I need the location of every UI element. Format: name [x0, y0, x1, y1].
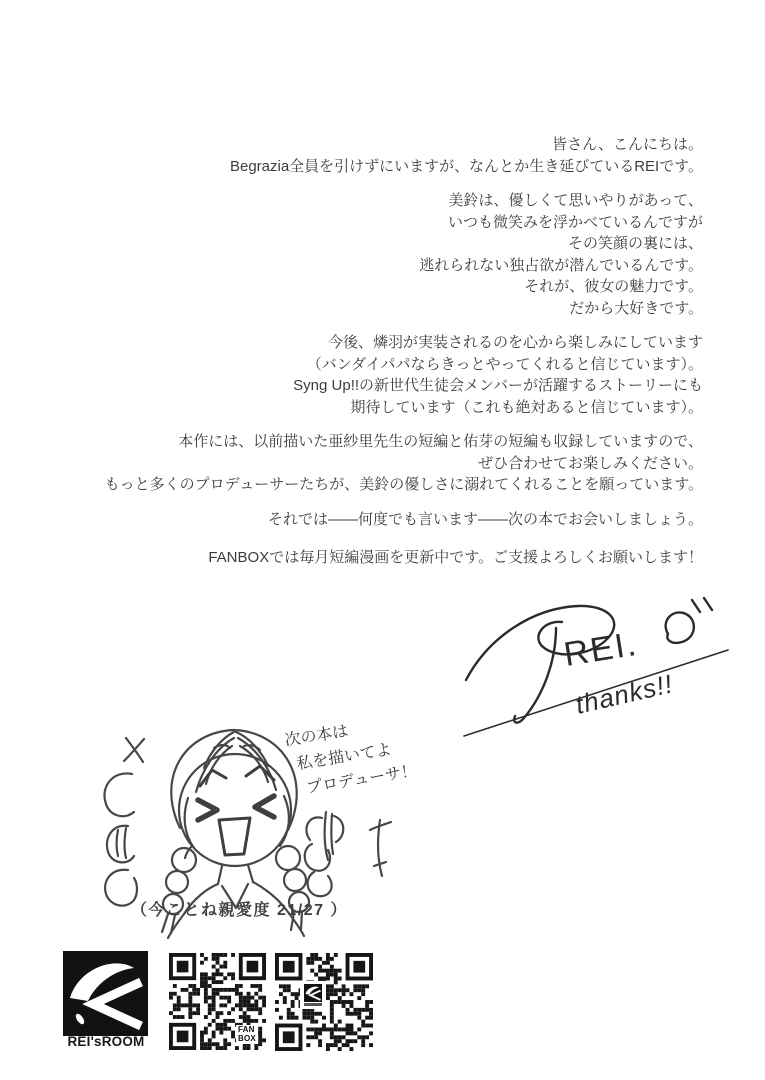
afterword-paragraph-misuzu	[40, 190, 703, 319]
chibi-mouth	[219, 818, 250, 855]
afterword-line: それが、彼女の魅力です。	[524, 278, 703, 295]
afterword-line: Begrazia全員を引けずにいますが、なんとか生き延びているREIです。	[229, 157, 703, 175]
afterword-line: 皆さん、こんにちは。	[552, 136, 703, 153]
afterword-paragraph-contents	[40, 431, 703, 496]
afterword-line: FANBOXでは毎月短編漫画を更新中です。ご支援よろしくお願いします！	[208, 549, 703, 566]
afterword-line: 期待しています（これも絶対あると信じています）。	[350, 398, 703, 416]
afterword-line: 逃れられない独占欲が潜んでいるんです。	[419, 256, 703, 274]
tally-mark	[370, 820, 391, 876]
affection-caption: （今ことね親愛度 21/27 ）	[131, 902, 348, 919]
afterword-line: その笑顔の裏には、	[567, 235, 703, 252]
afterword-line: Syng Up!!の新世代生徒会メンバーが活躍するストーリーにも	[293, 377, 703, 394]
afterword-line: 美鈴は、優しくて思いやりがあって、	[448, 192, 703, 209]
speech-line: 次の本は	[283, 722, 350, 750]
qr-embedded-logo	[300, 981, 326, 1009]
reisroom-logo-label: REI'sROOM	[67, 1034, 145, 1049]
fanbox-qr-label-line: FAN	[238, 1025, 255, 1034]
fanbox-qr-label	[236, 1025, 258, 1044]
afterword-line: それでは――何度でも言います――次の本でお会いしましょう。	[267, 510, 703, 528]
afterword-paragraph-hopes	[40, 332, 703, 418]
afterword-line: だから大好きです。	[569, 299, 703, 317]
afterword-line: ぜひ合わせてお楽しみください。	[477, 454, 703, 472]
braid-doodle-right	[305, 812, 344, 896]
afterword-line: いつも微笑みを浮かべているんですが	[447, 213, 703, 231]
afterword-line: 本作には、以前描いた亜紗里先生の短編と佑芽の短編も収録していますので、	[178, 433, 703, 450]
qr-embedded-logo-caption	[304, 1003, 322, 1006]
motion-marks-left	[104, 738, 144, 906]
signature-name: REI.	[561, 624, 641, 674]
signature-thanks: thanks!!	[572, 668, 676, 720]
afterword-line: 今後、燐羽が実装されるのを心から楽しみにしています	[327, 334, 703, 351]
qr-embedded-logo-mark	[304, 984, 322, 1002]
afterword-line: もっと多くのプロデューサーたちが、美鈴の優しさに溺れてくれることを願っています。	[104, 476, 703, 493]
speech-line: プロデューサ！	[305, 762, 419, 797]
reisroom-logo	[63, 951, 148, 1036]
afterword-paragraph-greeting	[40, 134, 703, 177]
afterword-paragraph-farewell	[40, 509, 703, 531]
fanbox-qr-label-line: BOX	[238, 1033, 256, 1043]
signature	[460, 594, 750, 742]
afterword-line: （バンダイパパならきっとやってくれると信じています）。	[306, 355, 703, 373]
speech-line: 私を描いてよ	[295, 741, 393, 774]
afterword-paragraph-fanbox	[40, 547, 703, 569]
afterword-text	[40, 134, 703, 569]
